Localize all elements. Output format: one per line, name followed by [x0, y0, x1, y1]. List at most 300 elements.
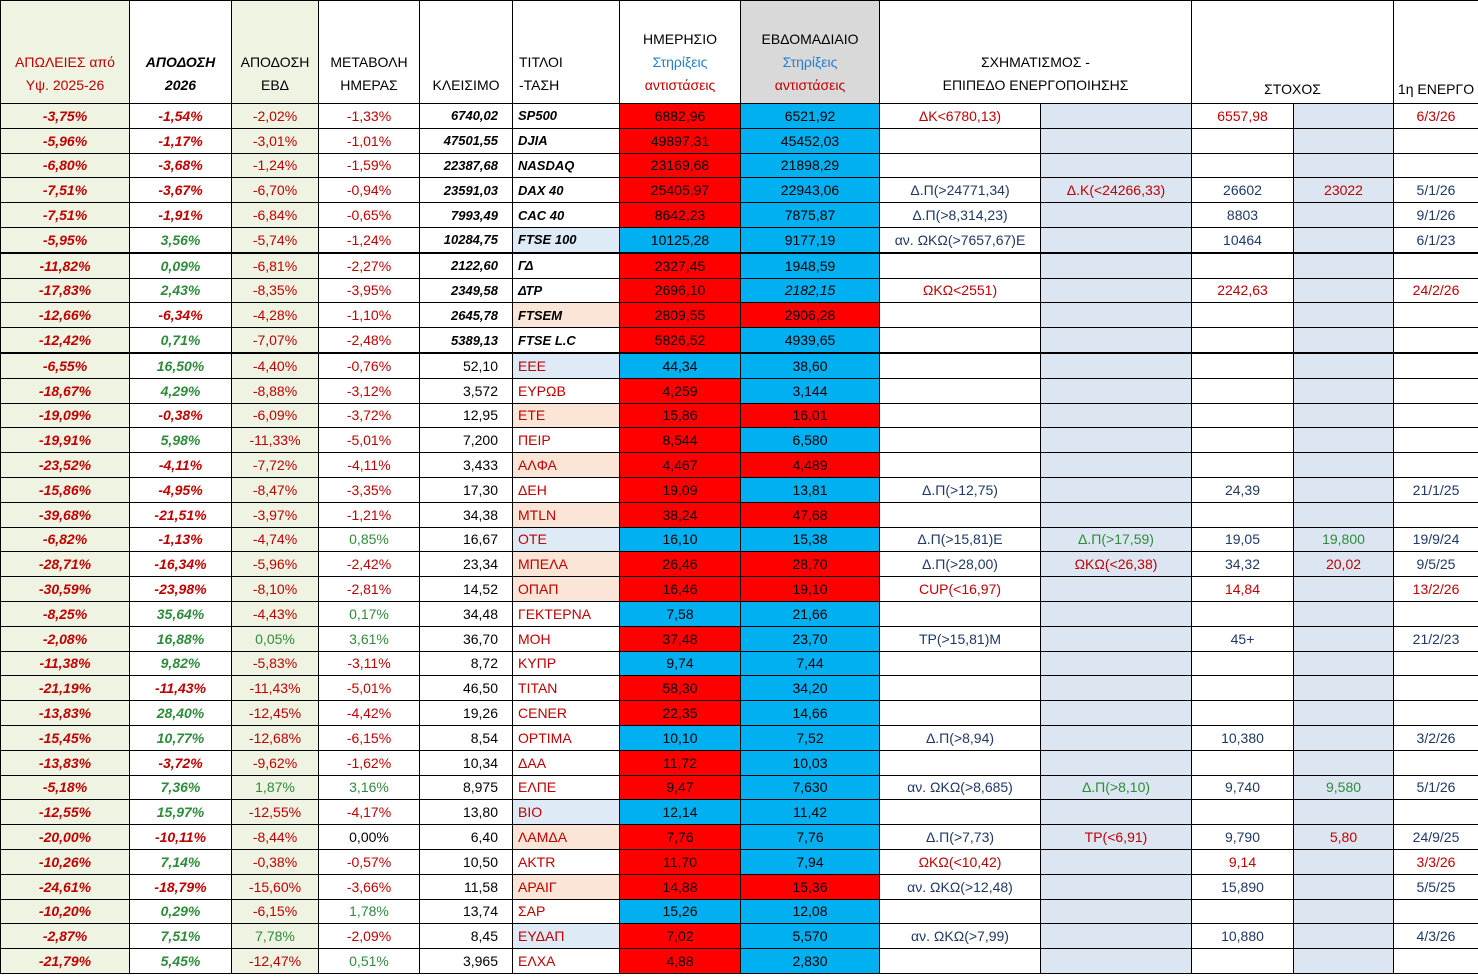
first-activation-cell — [1394, 800, 1478, 825]
weekly-return-cell: -8,35% — [232, 278, 319, 303]
target-secondary-cell — [1294, 278, 1394, 303]
pattern-cell — [880, 453, 1041, 478]
table-row — [1, 203, 1478, 228]
weekly-sr-cell: 12,08 — [741, 899, 880, 924]
daily-sr-cell: 7,76 — [620, 825, 741, 850]
pattern-secondary-cell — [1041, 303, 1192, 328]
close-cell: 2645,78 — [420, 303, 513, 328]
first-activation-cell — [1394, 303, 1478, 328]
target-secondary-cell — [1294, 676, 1394, 701]
target-secondary-cell — [1294, 800, 1394, 825]
first-activation-cell — [1394, 676, 1478, 701]
weekly-return-cell: -15,60% — [232, 874, 319, 899]
daily-sr-cell: 2809,55 — [620, 303, 741, 328]
close-cell: 46,50 — [420, 676, 513, 701]
weekly-sr-cell: 10,03 — [741, 750, 880, 775]
pattern-secondary-cell — [1041, 949, 1192, 974]
pattern-secondary-cell — [1041, 849, 1192, 874]
ticker-cell: ΟΠΑΠ — [513, 577, 620, 602]
table-row — [1, 128, 1478, 153]
close-cell: 2122,60 — [420, 253, 513, 278]
daily-change-cell: -0,65% — [319, 203, 420, 228]
pattern-cell: Δ.Π(>8,94) — [880, 725, 1041, 750]
loss-cell: -19,91% — [1, 428, 130, 453]
pattern-cell — [880, 899, 1041, 924]
ticker-cell: DAX 40 — [513, 178, 620, 203]
close-cell: 7993,49 — [420, 203, 513, 228]
daily-sr-cell: 2696,10 — [620, 278, 741, 303]
target-cell: 10,380 — [1192, 725, 1294, 750]
pattern-cell — [880, 601, 1041, 626]
pattern-secondary-cell — [1041, 227, 1192, 252]
header-ytd-line1: ΑΠΟΔΟΣΗ — [145, 54, 216, 70]
table-row — [1, 378, 1478, 403]
header-row — [1, 1, 1478, 104]
first-activation-cell: 5/1/26 — [1394, 178, 1478, 203]
table-row — [1, 725, 1478, 750]
ytd-return-cell: -16,34% — [130, 552, 232, 577]
target-secondary-cell — [1294, 577, 1394, 602]
target-cell: 10464 — [1192, 227, 1294, 252]
loss-cell: -11,82% — [1, 253, 130, 278]
header-daily-sr-line3: αντιστάσεις — [644, 77, 716, 93]
weekly-sr-cell: 6,580 — [741, 428, 880, 453]
ticker-cell: ΕΥΔΑΠ — [513, 924, 620, 949]
daily-sr-cell: 49897,31 — [620, 128, 741, 153]
pattern-secondary-cell — [1041, 203, 1192, 228]
target-cell — [1192, 328, 1294, 353]
header-titles-line1: ΤΙΤΛΟΙ — [519, 54, 563, 70]
target-secondary-cell — [1294, 128, 1394, 153]
close-cell: 10284,75 — [420, 227, 513, 252]
loss-cell: -21,79% — [1, 949, 130, 974]
weekly-sr-cell: 11,42 — [741, 800, 880, 825]
weekly-sr-cell: 5,570 — [741, 924, 880, 949]
close-cell: 34,48 — [420, 601, 513, 626]
first-activation-cell: 9/5/25 — [1394, 552, 1478, 577]
weekly-return-cell: -12,55% — [232, 800, 319, 825]
ytd-return-cell: 7,51% — [130, 924, 232, 949]
ytd-return-cell: -10,11% — [130, 825, 232, 850]
header-weekly-sr — [741, 1, 880, 104]
pattern-cell: Δ.Π(>7,73) — [880, 825, 1041, 850]
target-cell — [1192, 601, 1294, 626]
loss-cell: -8,25% — [1, 601, 130, 626]
first-activation-cell: 3/2/26 — [1394, 725, 1478, 750]
daily-change-cell: -2,42% — [319, 552, 420, 577]
target-secondary-cell — [1294, 477, 1394, 502]
weekly-return-cell: -2,02% — [232, 104, 319, 129]
weekly-sr-cell: 21,66 — [741, 601, 880, 626]
header-pattern — [880, 1, 1192, 104]
pattern-secondary-cell — [1041, 378, 1192, 403]
daily-change-cell: 0,85% — [319, 527, 420, 552]
daily-change-cell: 1,78% — [319, 899, 420, 924]
ticker-cell: FTSEM — [513, 303, 620, 328]
ticker-cell: CAC 40 — [513, 203, 620, 228]
target-cell: 9,14 — [1192, 849, 1294, 874]
header-close — [420, 1, 513, 104]
pattern-cell — [880, 303, 1041, 328]
target-cell — [1192, 353, 1294, 378]
target-secondary-cell — [1294, 303, 1394, 328]
header-daily-sr-line2: Στηρίξεις — [652, 54, 708, 70]
target-secondary-cell — [1294, 403, 1394, 428]
weekly-return-cell: -1,24% — [232, 153, 319, 178]
weekly-return-cell: -8,88% — [232, 378, 319, 403]
weekly-return-cell: -8,47% — [232, 477, 319, 502]
pattern-secondary-cell — [1041, 278, 1192, 303]
header-titles-line2: -ΤΑΣΗ — [519, 77, 560, 93]
weekly-sr-cell: 7,44 — [741, 651, 880, 676]
pattern-secondary-cell — [1041, 453, 1192, 478]
loss-cell: -21,19% — [1, 676, 130, 701]
pattern-cell: ΩΚΩ<2551) — [880, 278, 1041, 303]
header-pattern-line1: ΣΧΗΜΑΤΙΣΜΟΣ - — [981, 54, 1090, 70]
first-activation-cell — [1394, 428, 1478, 453]
table-row — [1, 750, 1478, 775]
daily-change-cell: -5,01% — [319, 428, 420, 453]
ytd-return-cell: -6,34% — [130, 303, 232, 328]
pattern-secondary-cell — [1041, 676, 1192, 701]
weekly-return-cell: -9,62% — [232, 750, 319, 775]
target-cell — [1192, 128, 1294, 153]
target-secondary-cell — [1294, 227, 1394, 252]
table-row — [1, 825, 1478, 850]
pattern-cell — [880, 800, 1041, 825]
target-secondary-cell — [1294, 203, 1394, 228]
table-row — [1, 601, 1478, 626]
weekly-return-cell: -8,44% — [232, 825, 319, 850]
first-activation-cell: 21/1/25 — [1394, 477, 1478, 502]
close-cell: 47501,55 — [420, 128, 513, 153]
pattern-secondary-cell — [1041, 701, 1192, 726]
loss-cell: -30,59% — [1, 577, 130, 602]
daily-sr-cell: 38,24 — [620, 502, 741, 527]
target-cell: 26602 — [1192, 178, 1294, 203]
close-cell: 22387,68 — [420, 153, 513, 178]
first-activation-cell: 5/1/26 — [1394, 775, 1478, 800]
target-secondary-cell: 23022 — [1294, 178, 1394, 203]
weekly-return-cell: -6,15% — [232, 899, 319, 924]
loss-cell: -5,96% — [1, 128, 130, 153]
daily-sr-cell: 5826,52 — [620, 328, 741, 353]
ticker-cell: OPTIMA — [513, 725, 620, 750]
first-activation-cell — [1394, 403, 1478, 428]
pattern-cell: Δ.Π(>8,314,23) — [880, 203, 1041, 228]
table-row — [1, 153, 1478, 178]
loss-cell: -39,68% — [1, 502, 130, 527]
daily-change-cell: -1,33% — [319, 104, 420, 129]
loss-cell: -2,08% — [1, 626, 130, 651]
weekly-return-cell: -4,74% — [232, 527, 319, 552]
weekly-return-cell: -8,10% — [232, 577, 319, 602]
ytd-return-cell: 3,56% — [130, 227, 232, 252]
close-cell: 3,572 — [420, 378, 513, 403]
ticker-cell: ΜΠΕΛΑ — [513, 552, 620, 577]
target-cell: 6557,98 — [1192, 104, 1294, 129]
weekly-sr-cell: 7,76 — [741, 825, 880, 850]
close-cell: 52,10 — [420, 353, 513, 378]
header-first-activation-label: 1η ΕΝΕΡΓΟ — [1397, 81, 1475, 97]
target-secondary-cell: 5,80 — [1294, 825, 1394, 850]
ticker-cell: MTLN — [513, 502, 620, 527]
pattern-secondary-cell — [1041, 328, 1192, 353]
first-activation-cell: 19/9/24 — [1394, 527, 1478, 552]
target-cell — [1192, 676, 1294, 701]
ticker-cell: ΑΡΑΙΓ — [513, 874, 620, 899]
first-activation-cell: 24/9/25 — [1394, 825, 1478, 850]
weekly-return-cell: -0,38% — [232, 849, 319, 874]
table-row — [1, 676, 1478, 701]
first-activation-cell — [1394, 128, 1478, 153]
weekly-sr-cell: 15,36 — [741, 874, 880, 899]
ytd-return-cell: 7,36% — [130, 775, 232, 800]
first-activation-cell: 21/2/23 — [1394, 626, 1478, 651]
pattern-cell: αν. ΩΚΩ(>12,48) — [880, 874, 1041, 899]
first-activation-cell — [1394, 651, 1478, 676]
ytd-return-cell: 10,77% — [130, 725, 232, 750]
daily-change-cell: -0,76% — [319, 353, 420, 378]
target-secondary-cell — [1294, 104, 1394, 129]
loss-cell: -18,67% — [1, 378, 130, 403]
ticker-cell: ΕΥΡΩΒ — [513, 378, 620, 403]
daily-change-cell: -3,66% — [319, 874, 420, 899]
header-losses-line2: Υψ. 2025-26 — [25, 77, 105, 93]
daily-change-cell: 0,17% — [319, 601, 420, 626]
first-activation-cell: 5/5/25 — [1394, 874, 1478, 899]
weekly-sr-cell: 7875,87 — [741, 203, 880, 228]
table-row — [1, 552, 1478, 577]
header-titles — [513, 1, 620, 104]
daily-change-cell: -1,62% — [319, 750, 420, 775]
daily-sr-cell: 58,30 — [620, 676, 741, 701]
weekly-return-cell: -5,83% — [232, 651, 319, 676]
ticker-cell: NASDAQ — [513, 153, 620, 178]
weekly-sr-cell: 13,81 — [741, 477, 880, 502]
table-row — [1, 227, 1478, 252]
ticker-cell: ΤΙΤΑΝ — [513, 676, 620, 701]
table-row — [1, 949, 1478, 974]
target-cell — [1192, 502, 1294, 527]
table-row — [1, 253, 1478, 278]
target-cell: 8803 — [1192, 203, 1294, 228]
daily-change-cell: -1,24% — [319, 227, 420, 252]
table-row — [1, 701, 1478, 726]
header-weekly-return — [232, 1, 319, 104]
table-row — [1, 303, 1478, 328]
close-cell: 12,95 — [420, 403, 513, 428]
target-secondary-cell — [1294, 153, 1394, 178]
close-cell: 13,80 — [420, 800, 513, 825]
pattern-cell — [880, 353, 1041, 378]
target-secondary-cell — [1294, 502, 1394, 527]
weekly-return-cell: -6,09% — [232, 403, 319, 428]
weekly-sr-cell: 19,10 — [741, 577, 880, 602]
pattern-secondary-cell — [1041, 128, 1192, 153]
first-activation-cell — [1394, 328, 1478, 353]
pattern-cell: CUP(<16,97) — [880, 577, 1041, 602]
pattern-secondary-cell — [1041, 403, 1192, 428]
daily-sr-cell: 9,74 — [620, 651, 741, 676]
ticker-cell: ΔΑΑ — [513, 750, 620, 775]
daily-change-cell: -2,48% — [319, 328, 420, 353]
daily-sr-cell: 2327,45 — [620, 253, 741, 278]
close-cell: 10,50 — [420, 849, 513, 874]
pattern-cell — [880, 153, 1041, 178]
first-activation-cell — [1394, 899, 1478, 924]
weekly-sr-cell: 7,94 — [741, 849, 880, 874]
daily-sr-cell: 37,48 — [620, 626, 741, 651]
weekly-return-cell: -6,84% — [232, 203, 319, 228]
ticker-cell: SP500 — [513, 104, 620, 129]
ticker-cell: ΟΤΕ — [513, 527, 620, 552]
pattern-secondary-cell — [1041, 577, 1192, 602]
ytd-return-cell: 2,43% — [130, 278, 232, 303]
pattern-secondary-cell — [1041, 428, 1192, 453]
ytd-return-cell: -3,72% — [130, 750, 232, 775]
pattern-secondary-cell — [1041, 477, 1192, 502]
table-row — [1, 278, 1478, 303]
first-activation-cell — [1394, 453, 1478, 478]
target-cell — [1192, 899, 1294, 924]
header-daily-line1: ΜΕΤΑΒΟΛΗ — [330, 54, 408, 70]
close-cell: 34,38 — [420, 502, 513, 527]
daily-change-cell: -1,21% — [319, 502, 420, 527]
pattern-cell — [880, 676, 1041, 701]
loss-cell: -6,82% — [1, 527, 130, 552]
target-cell: 45+ — [1192, 626, 1294, 651]
daily-change-cell: -4,17% — [319, 800, 420, 825]
loss-cell: -6,80% — [1, 153, 130, 178]
weekly-return-cell: -6,81% — [232, 253, 319, 278]
weekly-return-cell: -6,70% — [232, 178, 319, 203]
target-secondary-cell — [1294, 428, 1394, 453]
weekly-sr-cell: 4939,65 — [741, 328, 880, 353]
daily-sr-cell: 10125,28 — [620, 227, 741, 252]
weekly-sr-cell: 1948,59 — [741, 253, 880, 278]
daily-change-cell: -4,11% — [319, 453, 420, 478]
target-cell — [1192, 253, 1294, 278]
ytd-return-cell: 0,09% — [130, 253, 232, 278]
pattern-secondary-cell — [1041, 899, 1192, 924]
first-activation-cell: 9/1/26 — [1394, 203, 1478, 228]
loss-cell: -17,83% — [1, 278, 130, 303]
ytd-return-cell: -18,79% — [130, 874, 232, 899]
ytd-return-cell: 16,50% — [130, 353, 232, 378]
daily-sr-cell: 26,46 — [620, 552, 741, 577]
close-cell: 2349,58 — [420, 278, 513, 303]
daily-sr-cell: 11,70 — [620, 849, 741, 874]
ticker-cell: ΣΑΡ — [513, 899, 620, 924]
pattern-cell: ΩΚΩ(<10,42) — [880, 849, 1041, 874]
pattern-cell: αν. ΩΚΩ(>8,685) — [880, 775, 1041, 800]
pattern-secondary-cell: Δ.Π(>8,10) — [1041, 775, 1192, 800]
close-cell: 8,45 — [420, 924, 513, 949]
ytd-return-cell: 5,45% — [130, 949, 232, 974]
weekly-return-cell: -4,43% — [232, 601, 319, 626]
pattern-secondary-cell — [1041, 800, 1192, 825]
daily-sr-cell: 7,58 — [620, 601, 741, 626]
daily-change-cell: -5,01% — [319, 676, 420, 701]
weekly-sr-cell: 9177,19 — [741, 227, 880, 252]
table-row — [1, 527, 1478, 552]
first-activation-cell — [1394, 701, 1478, 726]
pattern-secondary-cell — [1041, 153, 1192, 178]
daily-change-cell: 3,16% — [319, 775, 420, 800]
ytd-return-cell: -23,98% — [130, 577, 232, 602]
daily-sr-cell: 16,10 — [620, 527, 741, 552]
target-secondary-cell: 20,02 — [1294, 552, 1394, 577]
header-daily-line2: ΗΜΕΡΑΣ — [340, 77, 398, 93]
pattern-secondary-cell — [1041, 874, 1192, 899]
first-activation-cell — [1394, 601, 1478, 626]
ticker-cell: ΔΤΡ — [513, 278, 620, 303]
ticker-cell: ΕΕΕ — [513, 353, 620, 378]
pattern-cell: Δ.Π(>28,00) — [880, 552, 1041, 577]
pattern-cell: ΔΚ<6780,13) — [880, 104, 1041, 129]
loss-cell: -13,83% — [1, 701, 130, 726]
close-cell: 8,975 — [420, 775, 513, 800]
weekly-return-cell: -4,28% — [232, 303, 319, 328]
daily-sr-cell: 4,259 — [620, 378, 741, 403]
ytd-return-cell: -4,95% — [130, 477, 232, 502]
close-cell: 8,54 — [420, 725, 513, 750]
weekly-sr-cell: 7,52 — [741, 725, 880, 750]
table-row — [1, 178, 1478, 203]
table-row — [1, 477, 1478, 502]
ticker-cell: ΛΑΜΔΑ — [513, 825, 620, 850]
close-cell: 23591,03 — [420, 178, 513, 203]
loss-cell: -19,09% — [1, 403, 130, 428]
loss-cell: -5,18% — [1, 775, 130, 800]
table-row — [1, 626, 1478, 651]
pattern-secondary-cell — [1041, 253, 1192, 278]
pattern-secondary-cell — [1041, 601, 1192, 626]
weekly-return-cell: -12,47% — [232, 949, 319, 974]
ytd-return-cell: -4,11% — [130, 453, 232, 478]
target-secondary-cell: 19,800 — [1294, 527, 1394, 552]
header-close-label: ΚΛΕΙΣΙΜΟ — [432, 77, 500, 93]
target-cell: 24,39 — [1192, 477, 1294, 502]
ytd-return-cell: -1,54% — [130, 104, 232, 129]
table-body — [1, 104, 1478, 974]
table-row — [1, 353, 1478, 378]
header-ytd — [130, 1, 232, 104]
pattern-cell — [880, 750, 1041, 775]
weekly-sr-cell: 16,01 — [741, 403, 880, 428]
target-cell — [1192, 378, 1294, 403]
loss-cell: -5,95% — [1, 227, 130, 252]
pattern-cell — [880, 949, 1041, 974]
target-secondary-cell — [1294, 378, 1394, 403]
first-activation-cell: 4/3/26 — [1394, 924, 1478, 949]
daily-change-cell: -0,57% — [319, 849, 420, 874]
target-cell: 34,32 — [1192, 552, 1294, 577]
weekly-sr-cell: 23,70 — [741, 626, 880, 651]
pattern-secondary-cell — [1041, 626, 1192, 651]
daily-sr-cell: 9,47 — [620, 775, 741, 800]
table-row — [1, 502, 1478, 527]
ticker-cell: FTSE 100 — [513, 227, 620, 252]
target-cell: 14,84 — [1192, 577, 1294, 602]
weekly-sr-cell: 7,630 — [741, 775, 880, 800]
weekly-return-cell: -12,68% — [232, 725, 319, 750]
daily-change-cell: -1,59% — [319, 153, 420, 178]
header-weekly-line1: ΑΠΟΔΟΣΗ — [240, 54, 310, 70]
target-cell — [1192, 701, 1294, 726]
ticker-cell: ΠΕΙΡ — [513, 428, 620, 453]
